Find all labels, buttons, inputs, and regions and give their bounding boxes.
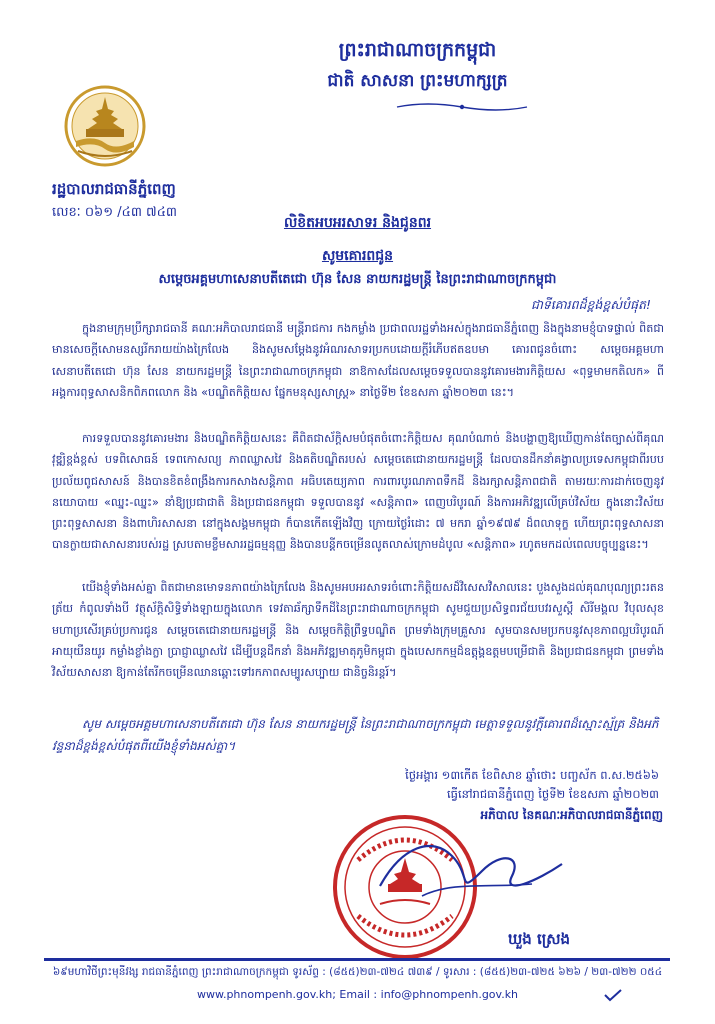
body-paragraph-3: យើងខ្ញុំទាំងអស់គ្នា ពិតជាមានមោទនភាពយ៉ាងក្រៃលែង និងសូមអបអរសាទរចំពោះកិត្តិយសដ៏វិសេសវិសាលនេះ បួងសួងដល់គុណបុណ្យព្រះរតនត្រ័យ កំពូលទាំងបី វត្ថុស័ក្តិសិទ្ធិទាំងឡាយក្នុងលោក ទេវតាឆ័ក្សាទឹកដីនៃព្រះរាជាណាចក្រកម្ពុជា សូមជួយប្រសិទ្ធពរជ័យបវរសួស្តី សិរីមង្គល វិបុលសុខ មហាប្រសើរគ្រប់ប្រការជូន សម្តេចតេជោនាយករដ្ឋមន្ត្រី និង សម្តេចកិត្តិព្រឹទ្ធបណ្ឌិត ព្រមទាំងក្រុមគ្រួសារ សូមបានសមប្រកបនូវសុខភាពល្អបរិបូរណ៍ អាយុយឺនយូរ កម្លាំងខ្លាំងក្លា ប្រាជ្ញាឈ្លាសវៃ ដើម្បីបន្តដឹកនាំ និងអភិវឌ្ឍមាតុភូមិកម្ពុជា ក្នុងបេសកកម្មដ៏ឧត្តុង្គឧត្តមបម្រើជាតិ និងប្រជាជនកម្ពុជា ព្រមទាំងវិស័យសាសនា ឱ្យកាន់តែរីកចម្រើនឈានឆ្ពោះទៅរកភាពសម្បូរសប្បាយ ជានិច្ចនិរន្តរ៍។ bbox=[52, 581, 664, 680]
footer-contact[interactable]: www.phnompenh.gov.kh; Email : info@phnompenh.gov.kh bbox=[196, 988, 519, 1001]
date-line: ធ្វើនៅរាជធានីភ្នំពេញ ថ្ងៃទី២ ខែឧសភា ឆ្នាំ២០២៣ bbox=[447, 787, 659, 801]
kingdom-heading: ព្រះរាជាណាចក្រកម្ពុជា bbox=[338, 39, 497, 61]
signer-title: អភិបាល នៃគណៈអភិបាលរាជធានីភ្នំពេញ bbox=[480, 808, 663, 822]
checkmark-icon bbox=[603, 988, 623, 1002]
issuing-authority: រដ្ឋបាលរាជធានីភ្នំពេញ bbox=[52, 180, 176, 198]
footer-divider bbox=[44, 958, 670, 961]
city-emblem-icon bbox=[64, 85, 146, 167]
motto-ornament-icon bbox=[392, 100, 532, 114]
footer-address: ៦៩មហាវិថីព្រះមុនីវង្ស រាជធានីភ្នំពេញ ព្រះរាជាណាចក្រកម្ពុជា ទូរស័ព្ទ : (៨៥៥)២៣-៧២៤ ៧៣៩ / ទូរសារ : (៨៥៥)២៣-៧២៥ ៦២៦ / ២៣-៧២២ ០៥៤ bbox=[52, 966, 663, 978]
document-title: លិខិតអបអរសាទរ និងជូនពរ bbox=[283, 215, 432, 231]
national-motto: ជាតិ សាសនា ព្រះមហាក្សត្រ bbox=[327, 71, 508, 91]
closing-paragraph: សូម សម្តេចអគ្គមហាសេនាបតីតេជោ ហ៊ុន សែន នាយករដ្ឋមន្ត្រី នៃព្រះរាជាណាចក្រកម្ពុជា មេត្តាទទួលនូវក្តីគោរពដ៏ស្មោះស្ម័គ្រ និងអភិវន្ទនាដ៏ខ្ពង់ខ្ពស់បំផុតពីយើងខ្ញុំទាំងអស់គ្នា។ bbox=[52, 717, 659, 753]
lunar-date: ថ្ងៃអង្គារ ១៣កើត ខែពិសាខ ឆ្នាំថោះ បញ្ចស័ក ព.ស.២៥៦៦ bbox=[405, 768, 659, 782]
body-paragraph-1: ក្នុងនាមក្រុមប្រឹក្សារាជធានី គណៈអភិបាលរាជធានី មន្ត្រីរាជការ កងកម្លាំង ប្រជាពលរដ្ឋទាំងអស់ក្នុងរាជធានីភ្នំពេញ និងក្នុងនាមខ្ញុំបាទផ្ទាល់ ពិតជាមានសេចក្តីសោមនស្សរីករាយយ៉ាងក្រៃលែង និងសូមសម្តែងនូវអំណរសាទរប្រកបដោយក្តីរំភើបឥតឧបមា គោរពជូនចំពោះ សម្តេចអគ្គមហាសេនាបតីតេជោ ហ៊ុន សែន នាយករដ្ឋមន្ត្រី នៃព្រះរាជាណាចក្រកម្ពុជា នាឱកាសដែលសម្តេចទទួលបាននូវគោរមងារកិត្តិយស «ពុទ្ធមាមកតិលក» ពីអង្គការពុទ្ធសាសនិកពិភពលោក និង «បណ្ឌិតកិត្តិយស ផ្នែកមនុស្សសាស្ត្រ» នាថ្ងៃទី២ ខែឧសភា ឆ្នាំ២០២៣ នេះ។ bbox=[52, 322, 664, 399]
body-paragraph-2: ការទទួលបាននូវគោរមងារ និងបណ្ឌិតកិត្តិយសនេះ គឺពិតជាស័ក្តិសមបំផុតចំពោះកិត្តិយស គុណបំណាច់ និងបង្ហាញឱ្យឃើញកាន់តែច្បាស់ពីគុណវុឌ្ឍិខ្ពង់ខ្ពស់ បទពិសោធន៍ ទេពកោសល្យ ភាពឈ្លាសវៃ និងគតិបណ្ឌិតរបស់ សម្តេចតេជោនាយករដ្ឋមន្ត្រី ដែលបានដឹកនាំគង្វាលប្រទេសកម្ពុជាពីរបបប្រល័យពូជសាសន៍ និងបានខិតខំពង្រឹងការកសាងសន្តិភាព អធិបតេយ្យភាព ការពារបូរណភាពទឹកដី និងរក្សាសន្តិភាពជាតិ តាមរយៈការដាក់ចេញនូវនយោបាយ «ឈ្នះ-ឈ្នះ» នាំឱ្យប្រជាជាតិ និងប្រជាជនកម្ពុជា ទទួលបាននូវ «សន្តិភាព» ពេញបរិបូរណ៍ និងការអភិវឌ្ឍលើគ្រប់វិស័យ ក្នុងនោះវិស័យព្រះពុទ្ធសាសនា និងពាហិរសាសនា នៅក្នុងសង្គមកម្ពុជា ក៏បានកើតឡើងវិញ ក្រោយថ្ងៃរំដោះ ៧ មករា ឆ្នាំ១៩៧៩ ដ៏ពលាទុក្ខ ហើយព្រះពុទ្ធសាសនាបានក្លាយជាសាសនារបស់រដ្ឋ ស្របតាមខ្លឹមសាររដ្ឋធម្មនុញ្ញ និងបានបន្តីកចម្រើនលូតលាស់ក្រោមដំបូល «សន្តិភាព» រហូតមកដល់ពេលបច្ចុប្បន្ននេះ។ bbox=[52, 432, 664, 552]
signer-name: ឃួង ស្រេង bbox=[508, 930, 571, 948]
recipient-name: សម្តេចអគ្គមហាសេនាបតីតេជោ ហ៊ុន សែន នាយករដ្ឋមន្ត្រី នៃព្រះរាជាណាចក្រកម្ពុជា bbox=[158, 272, 557, 287]
recipient-line: សូមគោរពជូន bbox=[321, 248, 394, 264]
reference-number: លេខៈ ០៦១ /៤៣ ៧៤៣ bbox=[52, 205, 178, 220]
salutation: ជាទីគោរពដ៏ខ្ពង់ខ្ពស់បំផុត! bbox=[530, 297, 651, 312]
handwritten-signature-icon bbox=[362, 826, 582, 916]
